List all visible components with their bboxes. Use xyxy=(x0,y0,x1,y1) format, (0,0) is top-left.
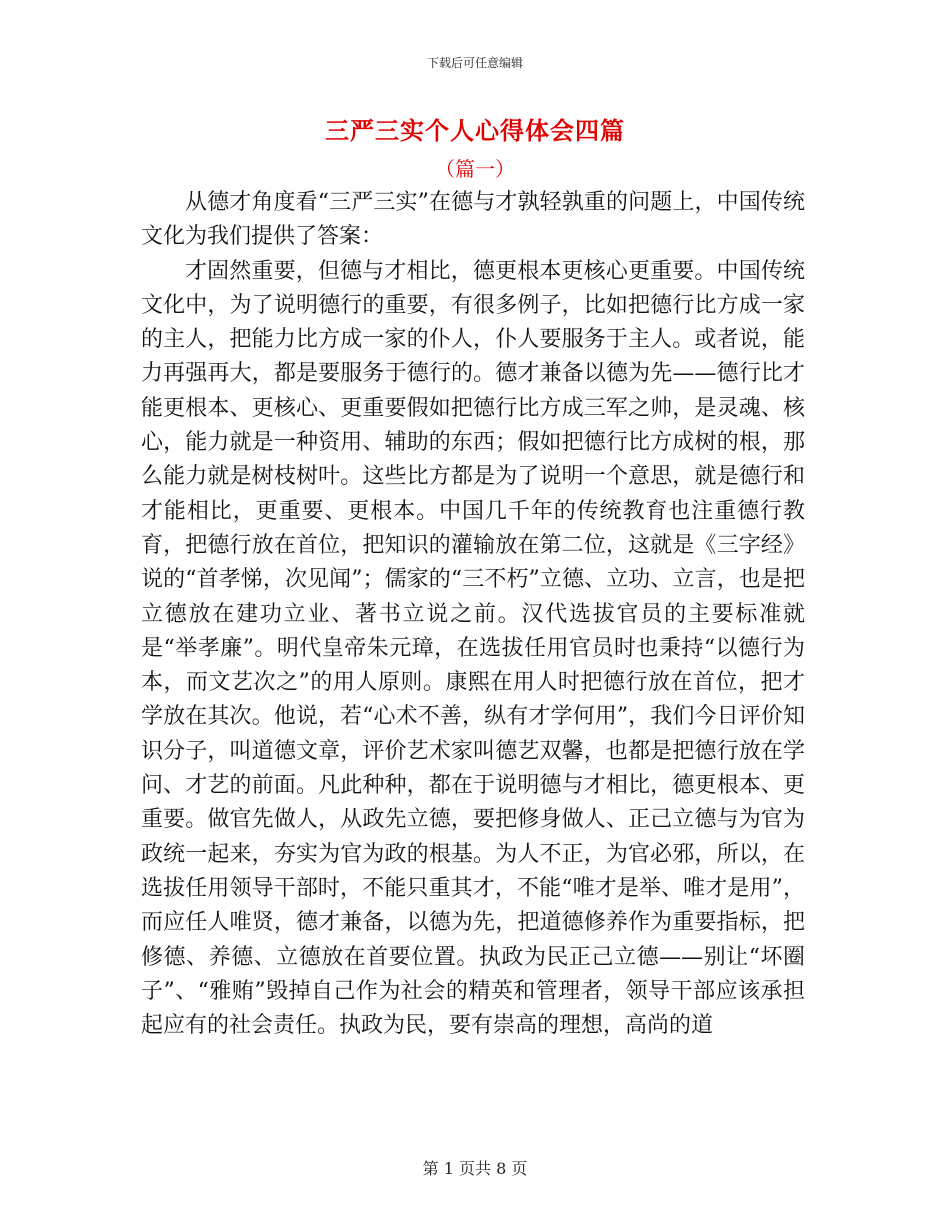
paragraph-2: 才固然重要，但德与才相比，德更根本更核心更重要。中国传统文化中，为了说明德行的重要，有很多例子，比如把德行比方成一家的主人，把能力比方成一家的仆人，仆人要服务于主人。或者说，能力再强再大，都是要服务于德行的。德才兼备以德为先——德行比才能更根本、更核心、更重要假如把德行比方成三军之帅，是灵魂、核心，能力就是一种资用、辅助的东西；假如把德行比方成树的根，那么能力就是树枝树叶。这些比方都是为了说明一个意思，就是德行和才能相比，更重要、更根本。中国几千年的传统教育也注重德行教育，把德行放在首位，把知识的灌输放在第二位，这就是《三字经》说的“首孝悌，次见闻”；儒家的“三不朽”立德、立功、立言，也是把立德放在建功立业、著书立说之前。汉代选拔官员的主要标准就是“举孝廉”。明代皇帝朱元璋，在选拔任用官员时也秉持“以德行为本，而文艺次之”的用人原则。康熙在用人时把德行放在首位，把才学放在其次。他说，若“心术不善，纵有才学何用”，我们今日评价知识分子，叫道德文章，评价艺术家叫德艺双馨，也都是把德行放在学问、才艺的前面。凡此种种，都在于说明德与才相比，德更根本、更重要。做官先做人，从政先立德，要把修身做人、正己立德与为官为政统一起来，夯实为官为政的根基。为人不正，为官必邪，所以，在选拔任用领导干部时，不能只重其才，不能“唯才是举、唯才是用”，而应任人唯贤，德才兼备，以德为先，把道德修养作为重要指标，把修德、养德、立德放在首要位置。执政为民正己立德——别让“坏圈子”、“雅贿”毁掉自己作为社会的精英和管理者，领导干部应该承担起应有的社会责任。执政为民，要有崇高的理想，高尚的道 xyxy=(141,258,805,1039)
page-number: 第 1 页共 8 页 xyxy=(422,1159,528,1178)
document-body xyxy=(141,186,805,1043)
document-title: 三严三实个人心得体会四篇 xyxy=(325,116,625,145)
paragraph-1: 从德才角度看“三严三实”在德与才孰轻孰重的问题上，中国传统文化为我们提供了答案： xyxy=(141,190,805,250)
page-header-note: 下载后可任意编辑 xyxy=(426,56,523,70)
document-subtitle: （篇一） xyxy=(435,157,515,181)
